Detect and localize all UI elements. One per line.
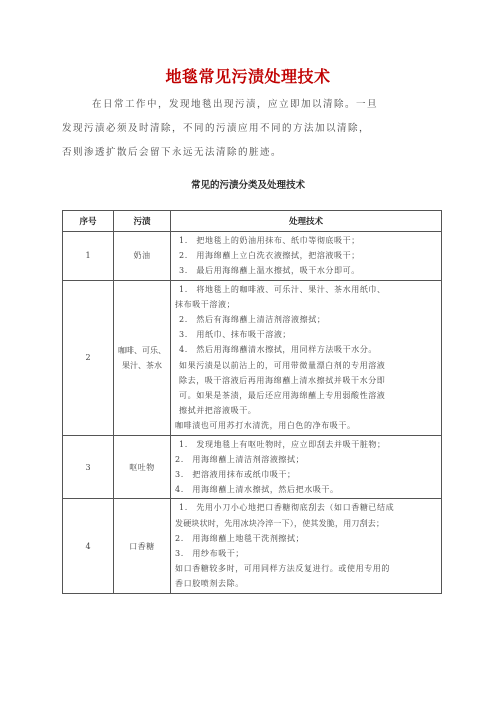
method-line: 2. 然后有海绵蘸上清洁剂溶液擦拭； [179, 315, 326, 325]
row-stain [114, 232, 171, 281]
header-number: 序号 [63, 211, 114, 232]
stain-label: 奶油 [133, 251, 151, 261]
method-line: 咖啡渍也可用苏打水清洗，用白色的净布吸干。 [175, 421, 356, 431]
stain-label: 呕吐物 [129, 462, 155, 472]
table-header-row [63, 211, 442, 232]
method-line: 如果污渍是以前沾上的，可用带微量漂白剂的专用溶液 [179, 360, 386, 370]
page-title: 地毯常见污渍处理技术 [165, 67, 331, 86]
header-method: 处理技术 [171, 211, 442, 232]
method-line: 4. 然后用海绵蘸清水擦拭，用同样方法吸干水分。 [179, 345, 378, 355]
stain-treatment-table [62, 210, 442, 594]
method-line: 3. 用纱布吸干； [175, 549, 245, 559]
intro-line: 发现污渍必须及时清除，不同的污渍应用不同的方法加以清除， [62, 123, 371, 134]
table-row [63, 280, 442, 435]
stain-label: 果汁、茶水 [122, 360, 162, 370]
method-line: 1. 将地毯上的咖啡液、可乐汁、果汁、茶水用纸巾、 [179, 284, 386, 294]
row-number: 2 [63, 280, 114, 435]
method-line: 除去，吸干溶液后再用海绵蘸上清水擦拭并吸干水分即 [179, 375, 386, 385]
row-number: 4 [63, 499, 114, 593]
intro-line: 否则渗透扩散后会留下永远无法清除的脏迹。 [62, 147, 283, 158]
table-row [63, 232, 442, 281]
method-line: 可。如果是茶渍，最后还应用海绵蘸上专用弱酸性溶液 [179, 391, 386, 401]
row-number: 3 [63, 435, 114, 499]
method-line: 1. 发现地毯上有呕吐物时，应立即刮去并吸干脏物； [179, 439, 386, 449]
method-line: 3. 最后用海绵蘸上温水擦拭，吸干水分即可。 [179, 266, 360, 276]
method-line: 3. 用纸巾、抹布吸干溶液； [179, 330, 292, 340]
row-method [171, 280, 442, 435]
row-method [171, 499, 442, 593]
row-stain [114, 499, 171, 593]
row-stain [114, 280, 171, 435]
method-line: 如口香糖较多时，可用同样方法反复进行。或使用专用的 [175, 564, 390, 574]
intro-line: 在日常工作中，发现地毯出现污渍，应立即加以清除。一旦 [92, 99, 379, 110]
method-line: 抹布吸干溶液； [175, 299, 236, 309]
method-line: 擦拭并把溶液吸干。 [179, 406, 257, 416]
method-line: 1. 先用小刀小心地把口香糖彻底刮去（如口香糖已结成 [179, 503, 395, 513]
method-line: 2. 用海绵蘸上地毯干洗剂擦拭； [175, 533, 305, 543]
method-line: 2. 用海绵蘸上清洁剂溶液擦拭； [175, 454, 305, 464]
row-stain [114, 435, 171, 499]
table-row [63, 435, 442, 499]
row-method [171, 435, 442, 499]
stain-label: 咖啡、可乐、 [118, 345, 166, 355]
method-line: 3. 把溶液用抹布或纸巾吸干； [175, 470, 296, 480]
row-method [171, 232, 442, 281]
intro-paragraph [62, 93, 442, 165]
table-row [63, 499, 442, 593]
method-line: 发硬块状时，先用冰块冷淬一下），使其发脆，用刀刮去； [175, 518, 385, 528]
method-line: 2. 用海绵蘸上立白洗衣液擦拭，把溶液吸干； [179, 251, 360, 261]
method-line: 1. 把地毯上的奶油用抹布、纸巾等彻底吸干； [179, 236, 360, 245]
table-title: 常见的污渍分类及处理技术 [190, 180, 305, 191]
method-line: 4. 用海绵蘸上清水擦拭，然后把水吸干。 [175, 485, 339, 495]
header-stain: 污渍 [114, 211, 171, 232]
stain-label: 口香糖 [129, 541, 155, 551]
method-line: 香口胶喷剂去除。 [175, 579, 244, 589]
row-number: 1 [63, 232, 114, 281]
